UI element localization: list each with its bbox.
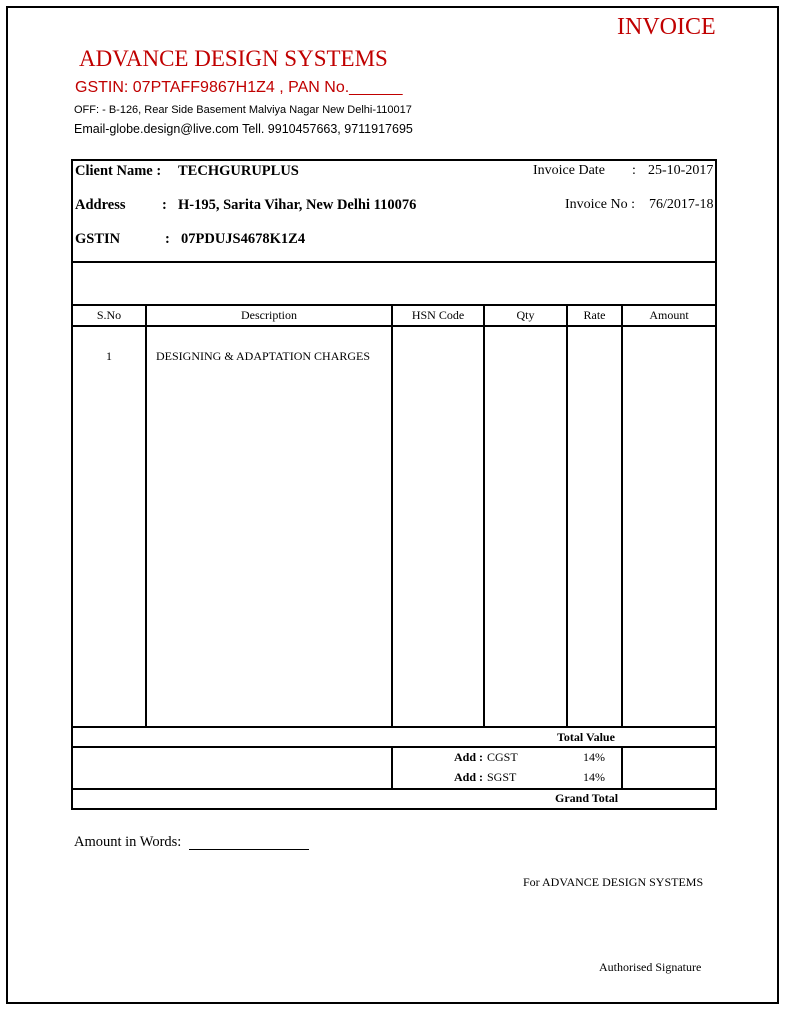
address-label: Address <box>75 197 126 213</box>
tax-col-line-2 <box>621 746 623 790</box>
invoice-date-value: 25-10-2017 <box>648 163 714 178</box>
client-name-value: TECHGURUPLUS <box>178 163 299 179</box>
cgst-add-label: Add : <box>454 750 484 764</box>
office-address: OFF: - B-126, Rear Side Basement Malviya Nagar New Delhi-110017 <box>74 104 412 116</box>
gstin-colon: : <box>165 231 170 247</box>
contact-info: Email-globe.design@live.com Tell. 9910457663, 9711917695 <box>74 122 413 136</box>
col-line-1 <box>145 304 147 728</box>
col-line-3 <box>483 304 485 728</box>
for-company: For ADVANCE DESIGN SYSTEMS <box>523 875 704 889</box>
invoice-date-label: Invoice Date <box>533 163 605 178</box>
company-name: ADVANCE DESIGN SYSTEMS <box>79 46 388 71</box>
sgst-add-label: Add : <box>454 770 484 784</box>
col-line-2 <box>391 304 393 728</box>
row-description: DESIGNING & ADAPTATION CHARGES <box>156 349 371 363</box>
authorised-signature: Authorised Signature <box>599 960 702 974</box>
sgst-rate: 14% <box>583 770 605 784</box>
amount-in-words-label: Amount in Words: <box>74 834 182 850</box>
divider-client <box>71 261 717 263</box>
tax-col-line-1 <box>391 746 393 790</box>
col-line-4 <box>566 304 568 728</box>
col-header-amount: Amount <box>649 308 689 322</box>
col-line-5 <box>621 304 623 728</box>
col-header-description: Description <box>241 308 297 322</box>
invoice-number-label: Invoice No : <box>565 197 635 212</box>
total-value-label: Total Value <box>557 730 615 744</box>
col-header-qty: Qty <box>516 308 535 322</box>
col-header-sno: S.No <box>96 308 122 322</box>
gstin-pan: GSTIN: 07PTAFF9867H1Z4 , PAN No.______ <box>75 79 403 96</box>
row-sno: 1 <box>106 349 112 363</box>
invoice-title: INVOICE <box>617 14 716 40</box>
cgst-rate: 14% <box>583 750 605 764</box>
gstin-label: GSTIN <box>75 231 121 247</box>
client-name-label: Client Name : <box>75 163 162 179</box>
grand-total-label: Grand Total <box>555 791 619 805</box>
col-header-rate: Rate <box>583 308 606 322</box>
gstin-value: 07PDUJS4678K1Z4 <box>181 231 306 247</box>
invoice-number-value: 76/2017-18 <box>649 197 714 212</box>
address-colon: : <box>162 197 167 213</box>
address-value: H-195, Sarita Vihar, New Delhi 110076 <box>178 197 417 213</box>
invoice-date-colon: : <box>632 163 636 178</box>
cgst-label: CGST <box>487 750 518 764</box>
amount-in-words-line <box>189 849 309 850</box>
col-header-hsn: HSN Code <box>411 308 465 322</box>
sgst-label: SGST <box>487 770 517 784</box>
